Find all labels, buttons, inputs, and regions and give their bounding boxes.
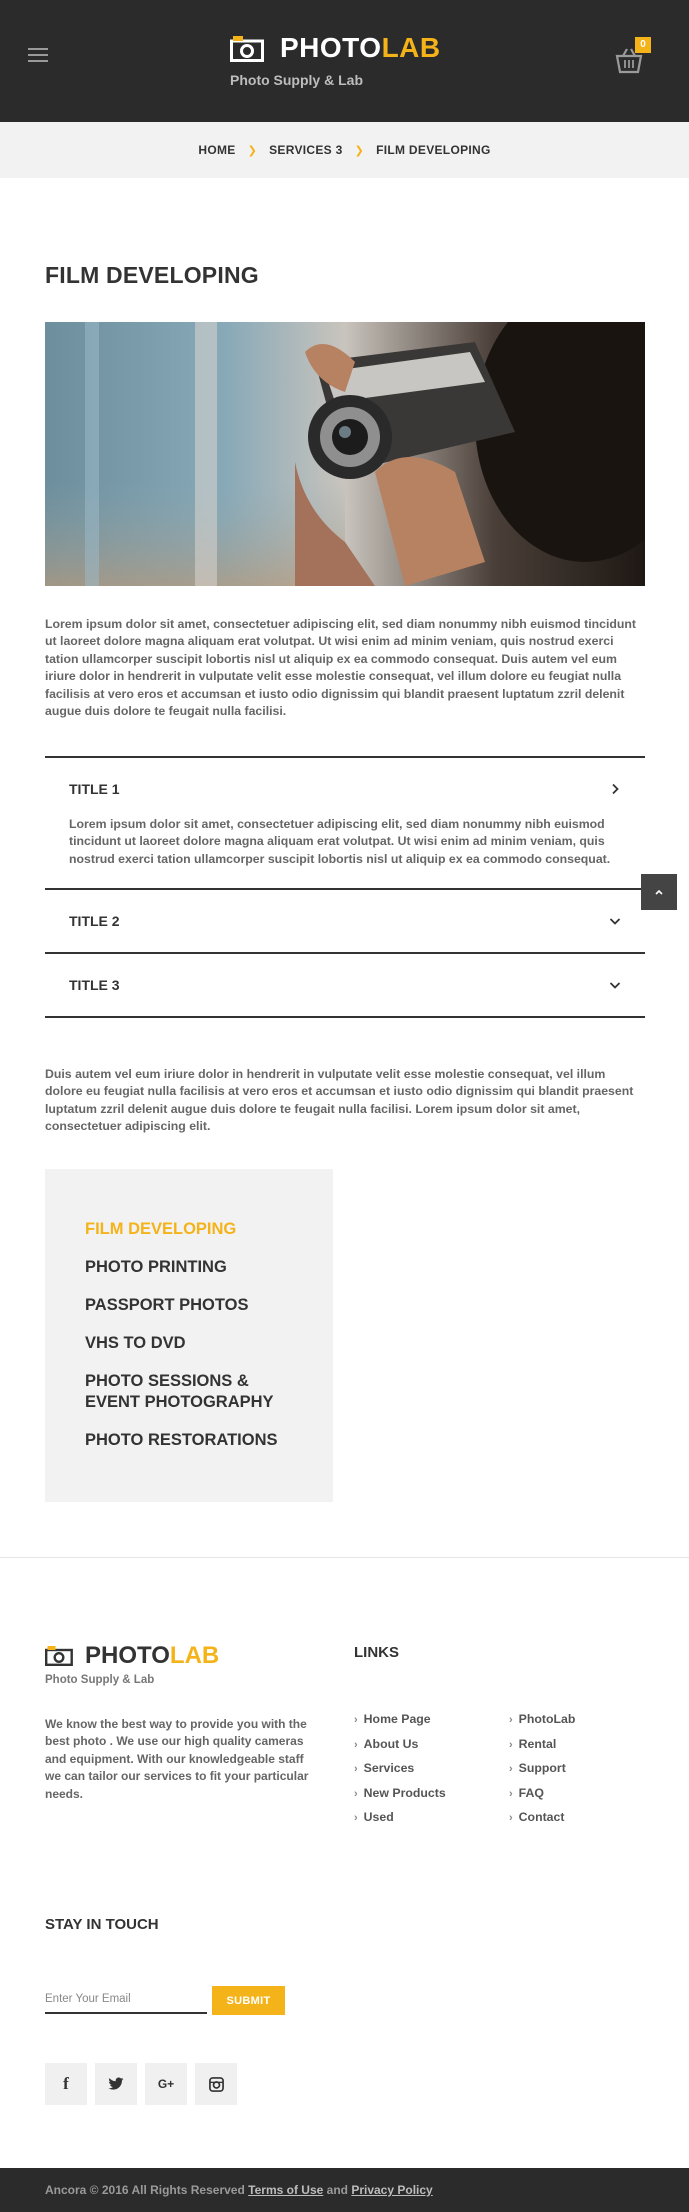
facebook-button[interactable] (45, 2063, 87, 2105)
chevron-right-icon: › (354, 1714, 358, 1726)
chevron-right-icon: › (509, 1738, 513, 1751)
service-link-passport-photos[interactable]: PASSPORT PHOTOS (85, 1296, 249, 1314)
service-link-vhs-to-dvd[interactable]: VHS TO DVD (85, 1334, 186, 1352)
accordion (45, 756, 645, 1018)
facebook-icon: f (63, 2074, 69, 2093)
breadcrumb-home[interactable]: HOME (198, 143, 236, 157)
footer-link-new-products[interactable]: › New Products (354, 1785, 446, 1800)
intro-paragraph: Lorem ipsum dolor sit amet, consectetuer adipiscing elit, sed diam nonummy nibh euismod tincidunt ut laoreet dolore magna aliquam erat volutpat. Ut wisi enim ad minim veniam, quis nostrud exerci tation ullamcorper suscipit lobortis nisl ut aliquip ex ea commodo consequat. Duis autem vel eum iriure dolor in hendrerit in vulputate velit esse molestie consequat, vel illum dolore eu feugiat nulla facilisis at vero eros et accumsan et iusto odio dignissim qui blandit praesent luptatum zzril delenit augue duis dolore te feugait nulla facilisi. (45, 617, 637, 719)
breadcrumb (0, 122, 689, 178)
footer-link-faq[interactable]: › FAQ (509, 1785, 544, 1800)
stay-in-touch-heading: STAY IN TOUCH (45, 1916, 159, 1933)
chevron-up-icon (641, 874, 677, 910)
chevron-right-icon (609, 783, 621, 795)
footer-link-used[interactable]: › Used (354, 1810, 394, 1824)
newsletter-email-input[interactable] (45, 1986, 207, 2014)
accordion-title: TITLE 3 (69, 977, 120, 994)
footer-link-about-us[interactable]: › About Us (354, 1736, 419, 1751)
cart-count-badge: 0 (635, 37, 651, 53)
footer-link-photolab[interactable]: › PhotoLab (509, 1712, 576, 1726)
twitter-icon (108, 2077, 124, 2091)
twitter-button[interactable] (95, 2063, 137, 2105)
footer-links-column-2 (509, 1712, 575, 1835)
footer-about-text: We know the best way to provide you with the best photo . We use our high quality cameras and equipment. With our knowledgeable staff we can tailor our services to fit your particular needs. (45, 1717, 309, 1801)
copyright-text: Ancora © 2016 All Rights Reserved (45, 2183, 245, 2197)
service-link-photo-printing[interactable]: PHOTO PRINTING (85, 1258, 227, 1276)
service-link-photo-sessions[interactable]: PHOTO SESSIONS & EVENT PHOTOGRAPHY (85, 1372, 274, 1411)
camera-logo-icon (45, 1646, 73, 1666)
accordion-item (45, 952, 645, 1018)
instagram-button[interactable] (195, 2063, 237, 2105)
breadcrumb-services[interactable]: SERVICES 3 (269, 143, 343, 157)
services-menu (45, 1169, 333, 1502)
privacy-policy-link[interactable]: Privacy Policy (351, 2183, 433, 2197)
footer-link-contact[interactable]: › Contact (509, 1810, 565, 1824)
footer-tagline: Photo Supply & Lab (45, 1674, 155, 1686)
secondary-paragraph: Duis autem vel eum iriure dolor in hendrerit in vulputate velit esse molestie consequat, vel illum dolore eu feugiat nulla facilisis at vero eros et accumsan et iusto odio dignissim qui blandit praesent luptatum zzril delenit augue duis dolore te feugait nulla facilisi. Lorem ipsum dolor sit amet, consectetuer adipiscing elit. (45, 1067, 634, 1134)
chevron-down-icon (609, 979, 621, 991)
chevron-right-icon: › (509, 1812, 513, 1824)
breadcrumb-separator-icon: ❯ (354, 145, 365, 157)
links-heading: LINKS (354, 1644, 399, 1661)
service-link-film-developing[interactable]: FILM DEVELOPING (85, 1220, 237, 1238)
page-title: FILM DEVELOPING (45, 262, 259, 288)
google-plus-icon: G+ (157, 2077, 175, 2091)
accordion-title: TITLE 2 (69, 913, 120, 930)
scroll-to-top-button[interactable] (641, 874, 677, 910)
accordion-toggle-title-3[interactable] (45, 954, 645, 1016)
breadcrumb-separator-icon: ❯ (247, 145, 258, 157)
footer-link-support[interactable]: › Support (509, 1761, 566, 1775)
hero-photo-illustration (45, 322, 645, 586)
chevron-right-icon: › (509, 1787, 513, 1800)
footer-links-column-1 (354, 1712, 446, 1835)
chevron-right-icon: › (354, 1812, 358, 1824)
chevron-right-icon: › (354, 1787, 358, 1800)
chevron-down-icon (609, 915, 621, 927)
hero-image (45, 322, 645, 586)
accordion-toggle-title-2[interactable] (45, 890, 645, 952)
copyright-bar (0, 2168, 689, 2212)
footer-divider (0, 1557, 689, 1558)
menu-icon[interactable] (28, 48, 48, 64)
footer-link-services[interactable]: › Services (354, 1761, 415, 1775)
accordion-item (45, 756, 645, 888)
accordion-title: TITLE 1 (69, 781, 120, 797)
accordion-item (45, 888, 645, 952)
terms-of-use-link[interactable]: Terms of Use (248, 2183, 324, 2197)
newsletter-submit-button[interactable]: SUBMIT (212, 1986, 285, 2015)
chevron-right-icon: › (354, 1763, 358, 1775)
footer-logo-text: PHOTOLAB (85, 1642, 220, 1669)
footer-link-home-page[interactable]: › Home Page (354, 1712, 431, 1726)
logo-tagline: Photo Supply & Lab (230, 72, 363, 88)
accordion-body: Lorem ipsum dolor sit amet, consectetuer adipiscing elit, sed diam nonummy nibh euismod tincidunt ut laoreet dolore magna aliquam erat volutpat. Ut wisi enim ad minim veniam, quis nostrud exerci tation ullamcorper suscipit lobortis nisl ut aliquip ex ea commodo consequat. (69, 817, 611, 866)
google-plus-button[interactable] (145, 2063, 187, 2105)
instagram-icon (209, 2077, 224, 2092)
site-header (0, 0, 689, 122)
footer-link-rental[interactable]: › Rental (509, 1736, 557, 1751)
chevron-right-icon: › (354, 1738, 358, 1751)
logo-text: PHOTOLAB (280, 32, 441, 63)
chevron-right-icon: › (509, 1763, 513, 1775)
service-link-photo-restorations[interactable]: PHOTO RESTORATIONS (85, 1431, 278, 1449)
and-text: and (326, 2183, 348, 2197)
breadcrumb-current: FILM DEVELOPING (376, 143, 491, 157)
chevron-right-icon: › (509, 1714, 513, 1726)
accordion-toggle-title-1[interactable] (45, 758, 645, 820)
camera-logo-icon (230, 36, 264, 62)
